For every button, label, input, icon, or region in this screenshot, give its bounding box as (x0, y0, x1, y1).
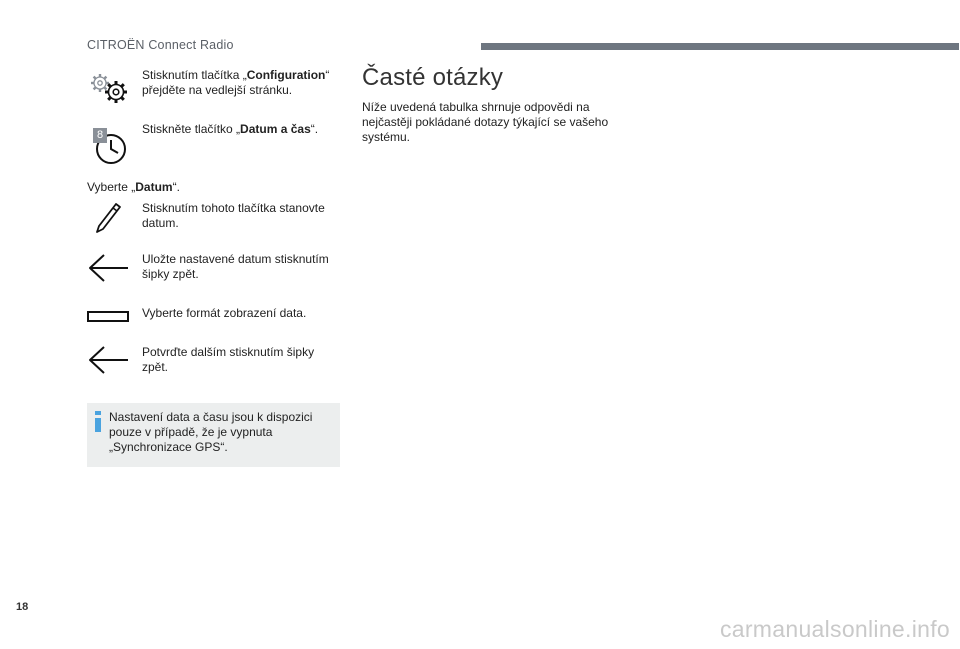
step-datetime-text: Stiskněte tlačítko „Datum a čas“. (142, 122, 319, 136)
back-arrow-icon (86, 250, 130, 286)
info-note-text: Nastavení data a času jsou k dispozici pouze v případě, že je vypnuta „Synchronizace GPS“. (109, 410, 313, 454)
step-save-date-text: Uložte nastavené datum stisknutím šipky zpět. (142, 252, 329, 281)
configuration-gears-icon (88, 70, 130, 106)
confirm-back-arrow-icon (86, 342, 130, 378)
info-icon (95, 411, 101, 432)
date-format-bar-icon (86, 310, 130, 324)
faq-intro-text: Níže uvedená tabulka shrnuje odpovědi na nejčastěji pokládané dotazy týkající se vašeho systému. (362, 100, 609, 144)
step-set-date-text: Stisknutím tohoto tlačítka stanovte datum. (142, 201, 325, 230)
step-confirm-text: Potvrďte dalším stisknutím šipky zpět. (142, 345, 315, 374)
header-rule (481, 43, 959, 50)
select-date-text: Vyberte „Datum“. (87, 180, 180, 194)
watermark: carmanualsonline.info (719, 616, 950, 642)
faq-title: Časté otázky (362, 64, 504, 91)
info-note-box (87, 403, 340, 467)
step-date-format-text: Vyberte formát zobrazení data. (142, 306, 307, 320)
pencil-icon (92, 200, 124, 236)
header-title: CITROËN Connect Radio (87, 38, 234, 52)
page-number: 18 (16, 601, 29, 613)
clock-badge: 8 (96, 129, 104, 141)
step-configuration-text: Stisknutím tlačítka „Configuration“ přejděte na vedlejší stránku. (142, 68, 330, 97)
